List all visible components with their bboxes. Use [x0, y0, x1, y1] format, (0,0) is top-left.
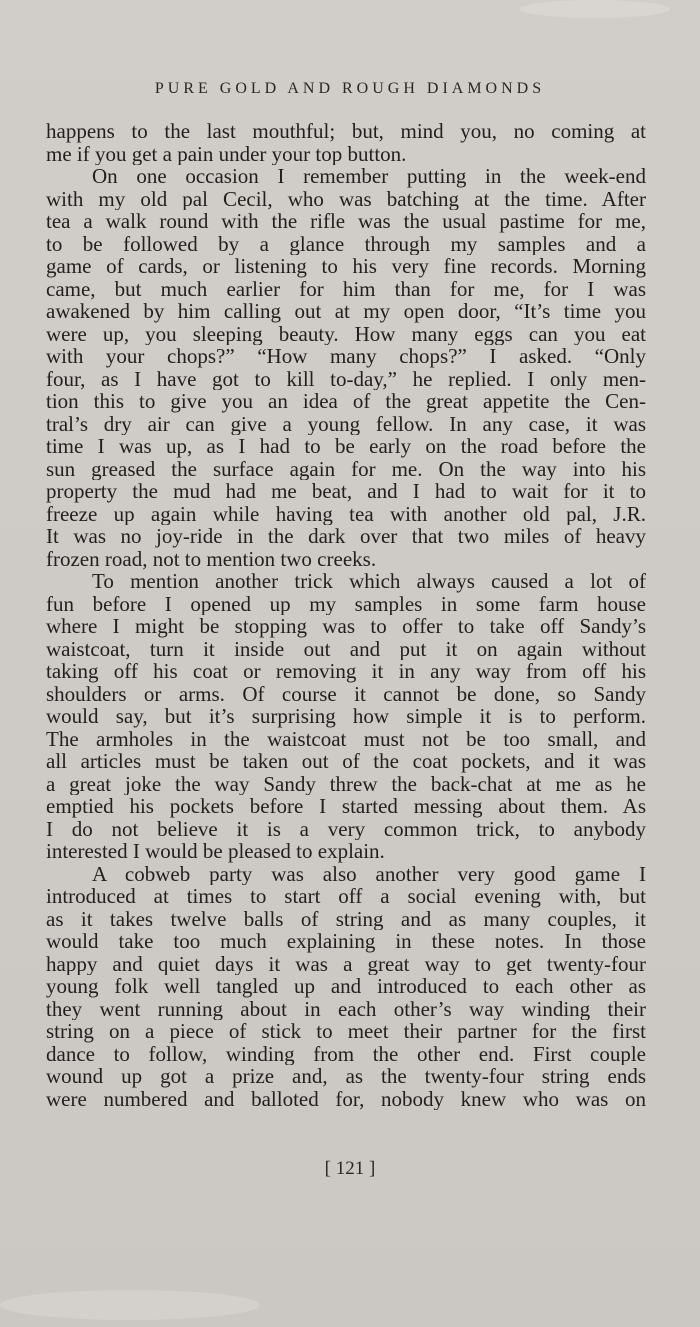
text-line: waistcoat, turn it inside out and put it on again without	[46, 637, 646, 660]
text-line: a great joke the way Sandy threw the back-chat at me as he	[46, 772, 646, 795]
text-line: they went running about in each other’s way winding their	[46, 997, 646, 1020]
text-line: were numbered and balloted for, nobody knew who was on	[46, 1087, 646, 1110]
text-line: four, as I have got to kill to-day,” he replied. I only men-	[46, 367, 646, 390]
page-smudge	[0, 1290, 260, 1320]
text-line: A cobweb party was also another very good game I	[92, 862, 646, 885]
text-line: would take too much explaining in these notes. In those	[46, 930, 646, 953]
text-line: interested I would be pleased to explain.	[46, 840, 385, 863]
text-line: as it takes twelve balls of string and as many couples, it	[46, 907, 646, 930]
text-line: To mention another trick which always caused a lot of	[92, 570, 646, 593]
text-line: fun before I opened up my samples in some farm house	[46, 592, 646, 615]
text-line: sun greased the surface again for me. On the way into his	[46, 457, 646, 480]
text-line: It was no joy-ride in the dark over that two miles of heavy	[46, 525, 646, 548]
page-number: [ 121 ]	[324, 1158, 376, 1179]
text-line: I do not believe it is a very common trick, to anybody	[46, 817, 646, 840]
text-line: tion this to give you an idea of the great appetite the Cen-	[46, 390, 646, 413]
running-head: PURE GOLD AND ROUGH DIAMONDS	[154, 80, 546, 97]
text-line: time I was up, as I had to be early on the road before the	[46, 435, 646, 458]
text-line: wound up got a prize and, as the twenty-four string ends	[46, 1065, 646, 1088]
text-line: shoulders or arms. Of course it cannot be done, so Sandy	[46, 682, 646, 705]
page-smudge	[520, 0, 670, 18]
text-line: game of cards, or listening to his very fine records. Morning	[46, 255, 646, 278]
text-line: emptied his pockets before I started messing about them. As	[46, 795, 646, 818]
text-line: tral’s dry air can give a young fellow. In any case, it was	[46, 412, 646, 435]
text-line: with your chops?” “How many chops?” I asked. “Only	[46, 345, 646, 368]
text-line: freeze up again while having tea with another old pal, J.R.	[46, 502, 646, 525]
text-line: happy and quiet days it was a great way to get twenty-four	[46, 952, 646, 975]
text-line: came, but much earlier for him than for me, for I was	[46, 277, 646, 300]
text-line: introduced at times to start off a social evening with, but	[46, 885, 646, 908]
text-line: all articles must be taken out of the coat pockets, and it was	[46, 750, 646, 773]
body-text	[46, 120, 646, 1110]
text-line: tea a walk round with the rifle was the usual pastime for me,	[46, 210, 646, 233]
text-line: to be followed by a glance through my samples and a	[46, 232, 646, 255]
text-line: property the mud had me beat, and I had to wait for it to	[46, 480, 646, 503]
text-line: with my old pal Cecil, who was batching at the time. After	[46, 187, 646, 210]
text-line: dance to follow, winding from the other end. First couple	[46, 1042, 646, 1065]
text-line: frozen road, not to mention two creeks.	[46, 547, 377, 570]
text-line: awakened by him calling out at my open door, “It’s time you	[46, 300, 646, 323]
text-line: On one occasion I remember putting in the week-end	[92, 165, 646, 188]
text-line: string on a piece of stick to meet their partner for the first	[46, 1020, 646, 1043]
text-line: me if you get a pain under your top button.	[46, 142, 407, 165]
text-line: taking off his coat or removing it in any way from off his	[46, 660, 646, 683]
text-line: young folk well tangled up and introduced to each other as	[46, 975, 646, 998]
text-line: happens to the last mouthful; but, mind you, no coming at	[46, 120, 646, 143]
text-line: where I might be stopping was to offer to take off Sandy’s	[46, 615, 646, 638]
text-line: The armholes in the waistcoat must not be too small, and	[46, 727, 646, 750]
text-line: were up, you sleeping beauty. How many eggs can you eat	[46, 322, 646, 345]
text-line: would say, but it’s surprising how simple it is to perform.	[46, 705, 646, 728]
